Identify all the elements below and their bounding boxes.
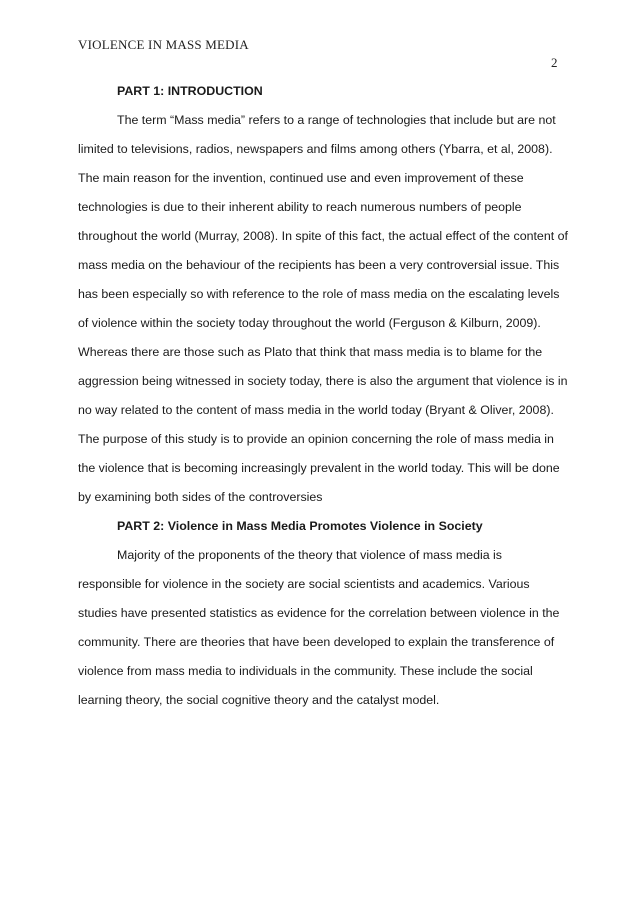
section-heading-part-1: PART 1: INTRODUCTION xyxy=(117,84,263,98)
section-heading-part-2: PART 2: Violence in Mass Media Promotes Violence in Society xyxy=(117,519,483,533)
document-body xyxy=(78,77,568,715)
running-head: VIOLENCE IN MASS MEDIA xyxy=(78,37,249,52)
paragraph-part-2: Majority of the proponents of the theory that violence of mass media is responsible for violence in the society are social scientists and academics. Various studies have presented statistics as evidence for the correlation between violence in the community. There are theories that have been developed to explain the transference of violence from mass media to individuals in the community. These include the social learning theory, the social cognitive theory and the catalyst model. xyxy=(78,548,560,707)
page-number: 2 xyxy=(551,55,558,70)
paragraph-introduction: The term “Mass media” refers to a range of technologies that include but are not limited to televisions, radios, newspapers and films among others (Ybarra, et al, 2008). The main reason for the invention, continued use and even improvement of these technologies is due to their inherent ability to reach numerous numbers of people throughout the world (Murray, 2008). In spite of this fact, the actual effect of the content of mass media on the behaviour of the recipients has been a very controversial issue. This has been especially so with reference to the role of mass media on the escalating levels of violence within the society today throughout the world (Ferguson & Kilburn, 2009). Whereas there are those such as Plato that think that mass media is to blame for the aggression being witnessed in society today, there is also the argument that violence is in no way related to the content of mass media in the world today (Bryant & Oliver, 2008). The purpose of this study is to provide an opinion concerning the role of mass media in the violence that is becoming increasingly prevalent in the world today. This will be done by examining both sides of the controversies xyxy=(78,113,568,504)
